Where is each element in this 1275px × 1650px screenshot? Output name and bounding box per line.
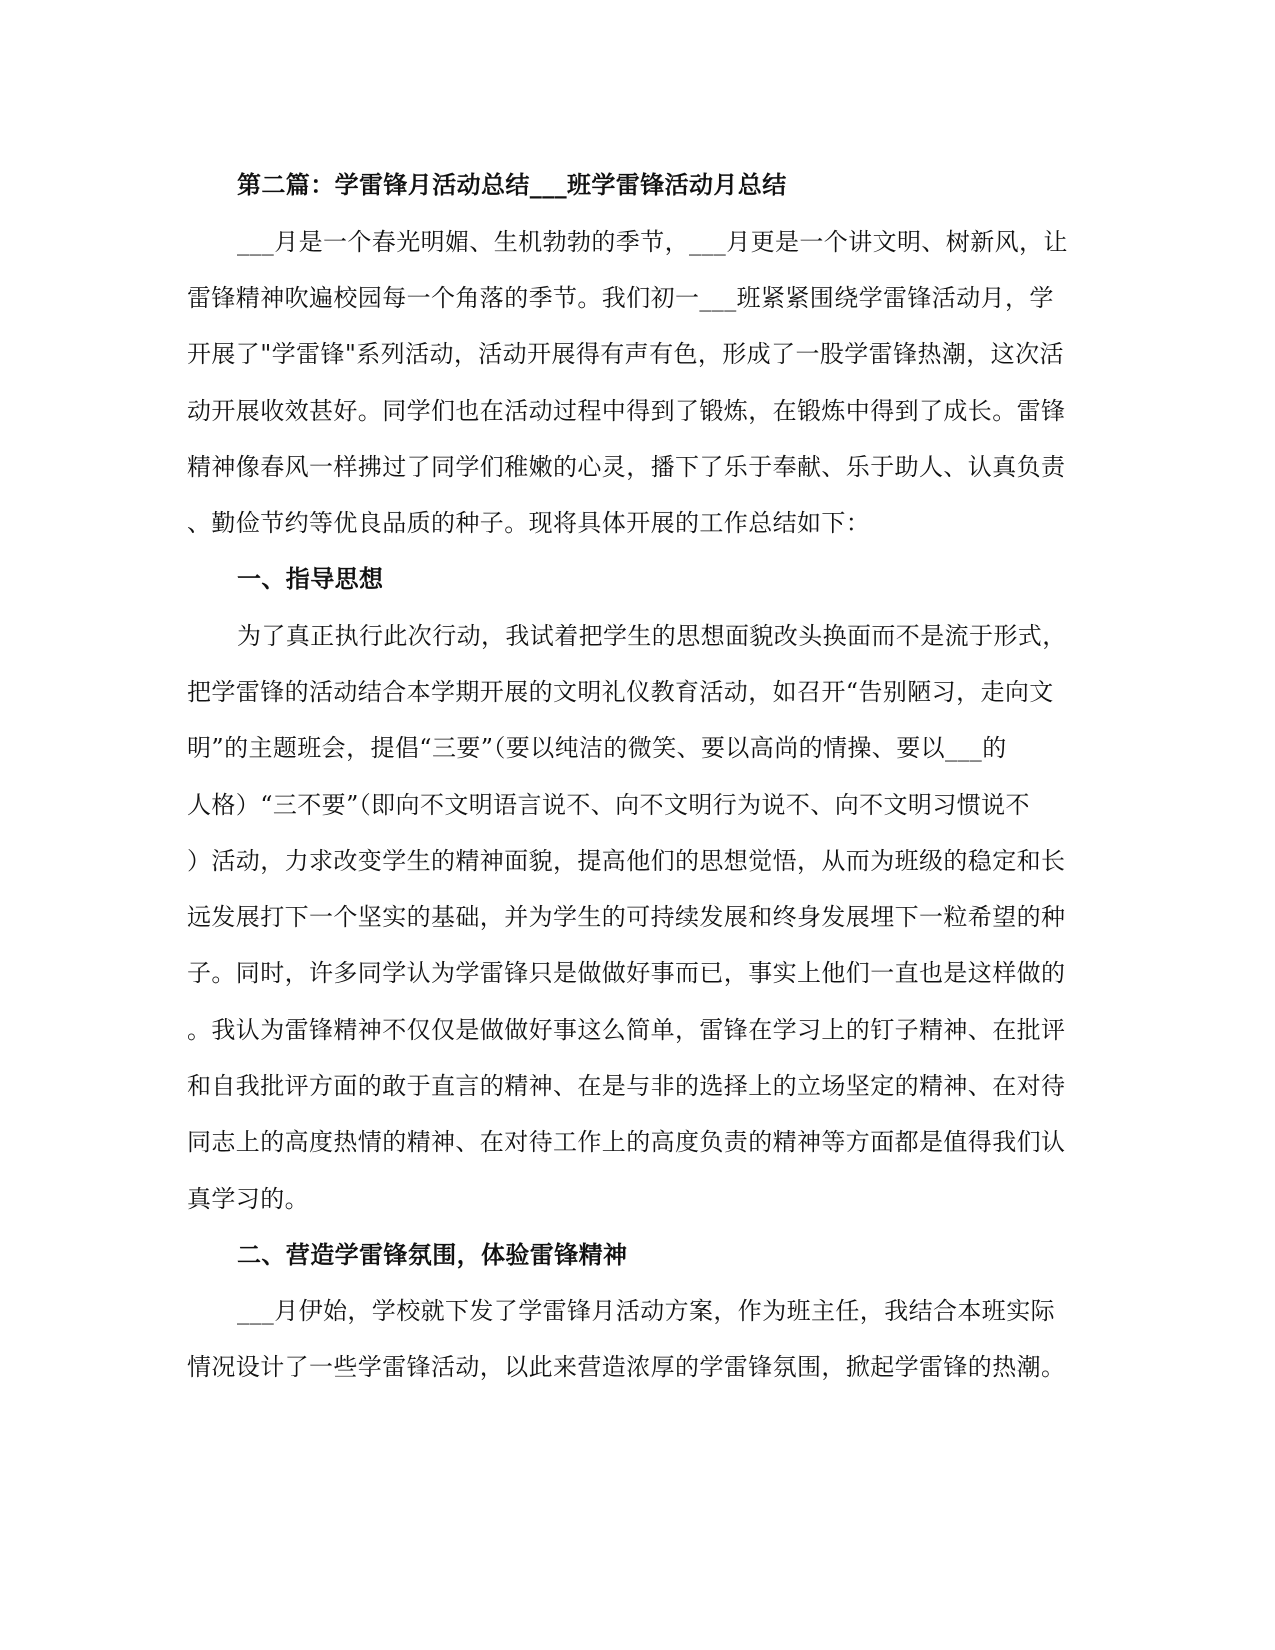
paragraph-line: 人格）“三不要”（即向不文明语言说不、向不文明行为说不、向不文明习惯说不	[187, 791, 1030, 819]
paragraph-line: 为了真正执行此次行动，我试着把学生的思想面貌改头换面而不是流于形式，	[237, 622, 1067, 650]
paragraph-line: 把学雷锋的活动结合本学期开展的文明礼仪教育活动，如召开“告别陋习，走向文	[187, 678, 1054, 706]
paragraph-line: 远发展打下一个坚实的基础，并为学生的可持续发展和终身发展埋下一粒希望的种	[187, 903, 1066, 931]
paragraph-line: ___月伊始，学校就下发了学雷锋月活动方案，作为班主任，我结合本班实际	[237, 1297, 1055, 1325]
paragraph-line: 。我认为雷锋精神不仅仅是做做好事这么简单，雷锋在学习上的钉子精神、在批评	[187, 1016, 1066, 1044]
paragraph-line: ）活动，力求改变学生的精神面貌，提高他们的思想觉悟，从而为班级的稳定和长	[187, 847, 1066, 875]
paragraph-line: 雷锋精神吹遍校园每一个角落的季节。我们初一___班紧紧围绕学雷锋活动月，学	[187, 284, 1054, 312]
paragraph-line: 明”的主题班会，提倡“三要”（要以纯洁的微笑、要以高尚的情操、要以___的	[187, 734, 1007, 762]
paragraph-line: 情况设计了一些学雷锋活动，以此来营造浓厚的学雷锋氛围，掀起学雷锋的热潮。	[187, 1353, 1066, 1381]
paragraph-line: ___月是一个春光明媚、生机勃勃的季节，___月更是一个讲文明、树新风，让	[237, 228, 1068, 256]
paragraph-line: 和自我批评方面的敢于直言的精神、在是与非的选择上的立场坚定的精神、在对待	[187, 1072, 1066, 1100]
paragraph-line: 开展了"学雷锋"系列活动，活动开展得有声有色，形成了一股学雷锋热潮，这次活	[187, 340, 1064, 368]
paragraph-line: 、勤俭节约等优良品质的种子。现将具体开展的工作总结如下：	[187, 509, 871, 537]
paragraph-line: 同志上的高度热情的精神、在对待工作上的高度负责的精神等方面都是值得我们认	[187, 1128, 1066, 1156]
paragraph-line: 精神像春风一样拂过了同学们稚嫩的心灵，播下了乐于奉献、乐于助人、认真负责	[187, 453, 1066, 481]
section-heading: 一、指导思想	[237, 565, 384, 593]
paragraph-line: 动开展收效甚好。同学们也在活动过程中得到了锻炼，在锻炼中得到了成长。雷锋	[187, 397, 1066, 425]
document-heading: 第二篇：学雷锋月活动总结___班学雷锋活动月总结	[237, 171, 787, 199]
paragraph-line: 子。同时，许多同学认为学雷锋只是做做好事而已，事实上他们一直也是这样做的	[187, 959, 1066, 987]
paragraph-line: 真学习的。	[187, 1185, 309, 1213]
section-heading: 二、营造学雷锋氛围，体验雷锋精神	[237, 1241, 628, 1269]
